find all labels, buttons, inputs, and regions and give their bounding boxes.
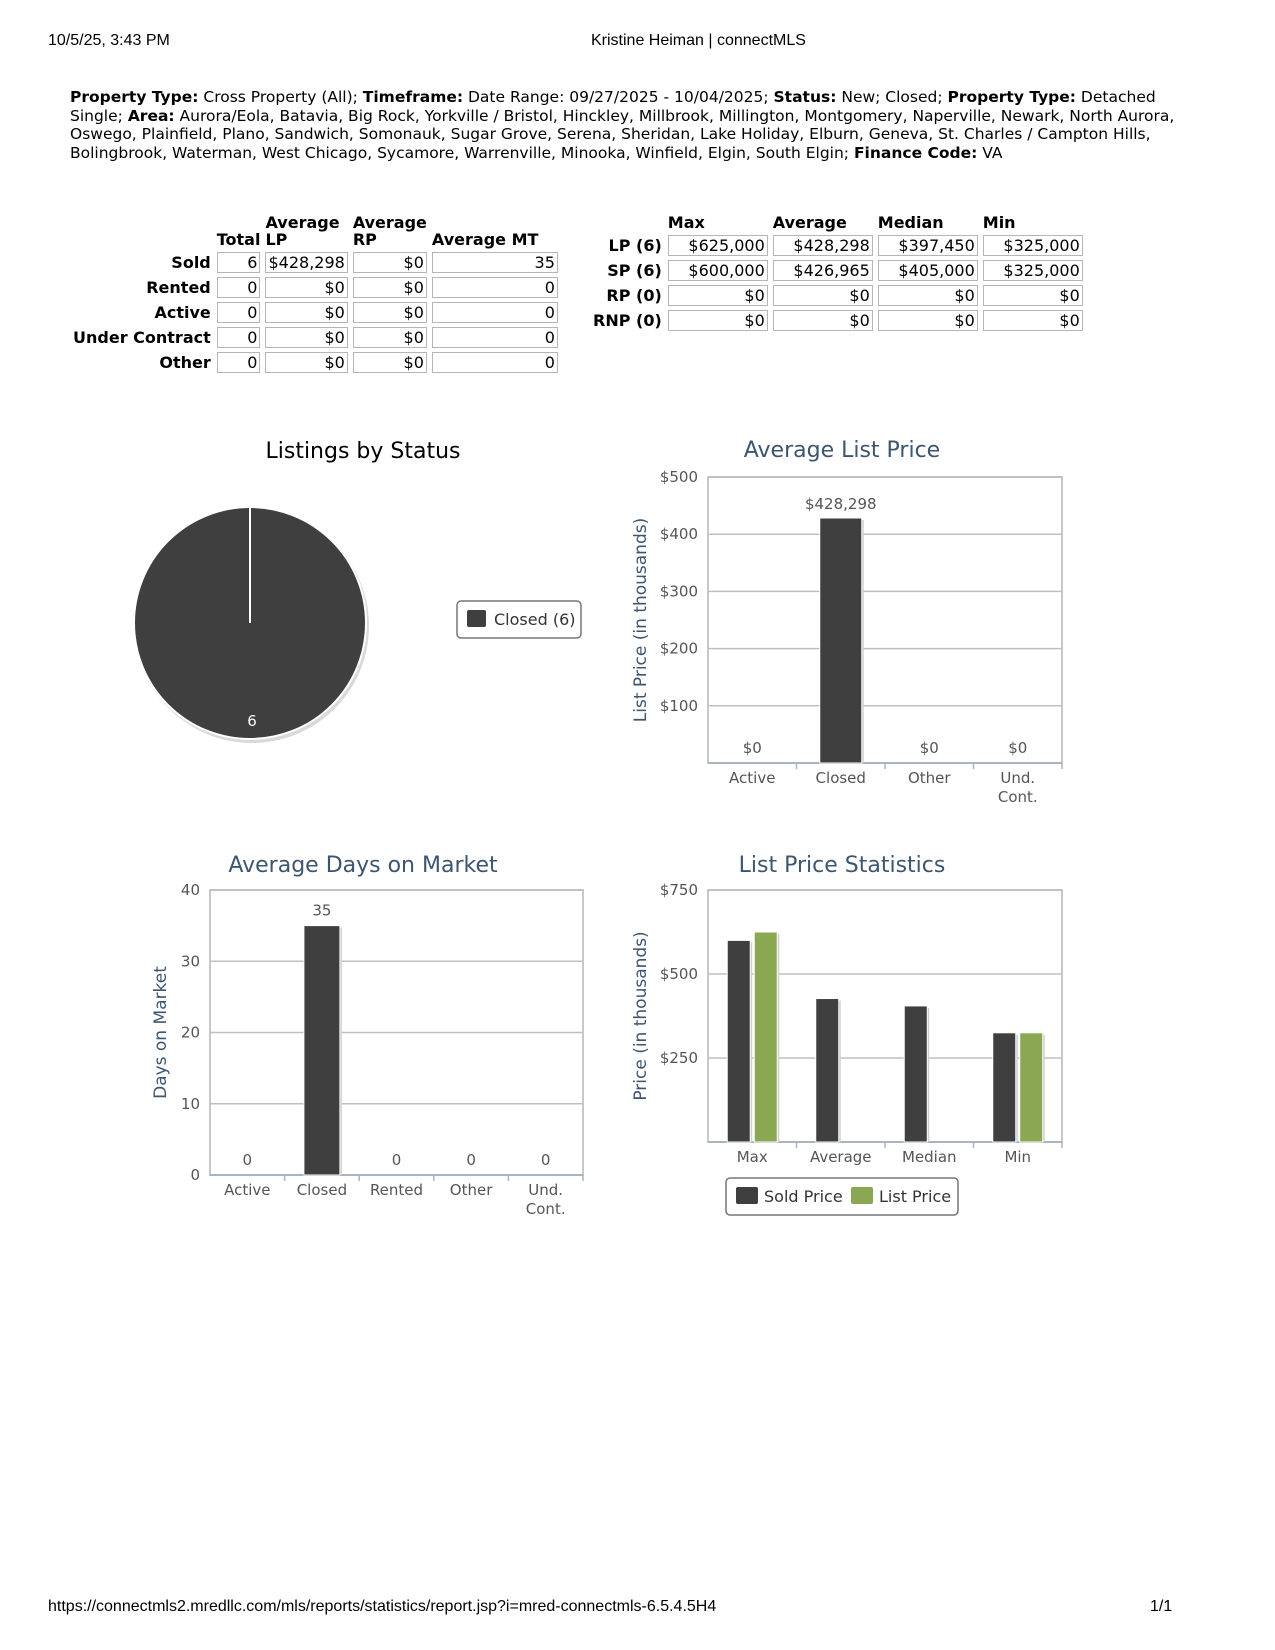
report-criteria — [70, 88, 1210, 162]
criteria-label: Property Type: — [947, 88, 1076, 106]
print-datetime: 10/5/25, 3:43 PM — [48, 32, 170, 49]
table-cell: $0 — [353, 327, 427, 348]
criteria-label: Timeframe: — [362, 88, 464, 106]
data-label: $0 — [742, 739, 762, 757]
table-cell: $0 — [668, 310, 768, 331]
bar-list-price — [1020, 1033, 1043, 1142]
chart-title: Average Days on Market — [228, 853, 498, 878]
stats-header-row — [591, 214, 1083, 231]
table-cell: 0 — [432, 277, 558, 298]
y-tick-label: $300 — [659, 582, 698, 601]
criteria-value: Date Range: 09/27/2025 - 10/04/2025; — [463, 88, 774, 106]
legend-swatch — [851, 1187, 873, 1204]
table-cell: 0 — [217, 277, 261, 298]
bar-sold-price — [727, 940, 750, 1142]
table-cell: 35 — [432, 252, 558, 273]
stats-header: Min — [982, 213, 1016, 232]
chart-title: Average List Price — [743, 438, 941, 463]
x-tick-label: Rented — [369, 1181, 424, 1199]
table-row — [591, 260, 1083, 281]
x-tick-label: Other — [907, 769, 951, 787]
y-tick-label: $500 — [659, 965, 698, 983]
table-row — [591, 235, 1083, 256]
pie-data-label: 6 — [247, 712, 257, 730]
bar — [820, 518, 862, 763]
row-label: Other — [159, 353, 211, 372]
y-tick-label: 40 — [180, 881, 200, 899]
table-row — [71, 327, 558, 348]
data-label: 0 — [391, 1151, 402, 1169]
table-row — [71, 352, 558, 373]
row-label: RP (0) — [606, 286, 662, 305]
legend-swatch — [467, 610, 486, 627]
x-tick-label: Average — [809, 1148, 872, 1166]
x-tick-label: Und. Cont. — [997, 769, 1038, 806]
criteria-label: Status: — [773, 88, 837, 106]
table-cell: $0 — [353, 302, 427, 323]
x-tick-label: Min — [1004, 1148, 1032, 1166]
y-tick-label: 0 — [190, 1166, 200, 1184]
criteria-label: Area: — [127, 106, 175, 125]
y-tick-label: 30 — [180, 952, 200, 971]
table-cell: $0 — [265, 302, 347, 323]
summary-header: Total — [216, 230, 261, 249]
x-tick-label: Closed — [815, 769, 866, 787]
x-tick-label: Active — [224, 1181, 271, 1199]
bar-sold-price — [904, 1006, 927, 1142]
data-label: 0 — [540, 1151, 551, 1169]
stats-header: Median — [877, 213, 944, 232]
x-tick-label: Max — [736, 1148, 768, 1166]
table-cell: $397,450 — [878, 235, 978, 256]
bar-sold-price — [816, 999, 839, 1142]
table-cell: $405,000 — [878, 260, 978, 281]
criteria-value: Aurora/Eola, Batavia, Big Rock, Yorkville / Bristol, Hinckley, Millbrook, Millington, Montgomery, Naperville, Newark, North Aurora, Oswego, Plainfield, Plano, Sandwich, Somonauk, Sugar Grove, Serena, Sheridan, Lake Holiday, Elburn, Geneva, St. Charles / Campton Hills, Bolingbrook, Waterman, West Chicago, Sycamore, Warrenville, Minooka, Winfield, Elgin, South Elgin; — [70, 106, 1175, 162]
x-tick-label: Und. Cont. — [525, 1181, 566, 1218]
table-cell: $428,298 — [265, 252, 347, 273]
data-label: 0 — [242, 1151, 253, 1169]
y-tick-label: $400 — [659, 525, 698, 544]
table-cell: $0 — [353, 352, 427, 373]
data-label: $428,298 — [804, 495, 877, 514]
table-row — [591, 285, 1083, 306]
table-row — [591, 310, 1083, 331]
page-number: 1/1 — [1150, 1598, 1173, 1615]
table-cell: $325,000 — [983, 235, 1083, 256]
summary-header: Average MT — [431, 230, 539, 249]
average-list-price-chart — [630, 430, 1125, 830]
bar-sold-price — [993, 1033, 1016, 1142]
table-cell: $0 — [668, 285, 768, 306]
average-days-on-market-chart — [150, 845, 620, 1245]
x-tick-label: Median — [901, 1148, 957, 1166]
x-tick-label: Active — [729, 769, 776, 787]
data-label: $0 — [1008, 739, 1028, 757]
criteria-label: Finance Code: — [853, 143, 978, 162]
y-axis-label: List Price (in thousands) — [631, 517, 651, 723]
table-cell: 6 — [217, 252, 261, 273]
data-label: 35 — [312, 901, 332, 920]
data-label: $0 — [919, 739, 939, 757]
y-tick-label: $250 — [659, 1049, 698, 1067]
list-price-statistics-chart — [630, 845, 1125, 1245]
table-cell: 0 — [432, 302, 558, 323]
data-label: 0 — [466, 1151, 476, 1169]
legend-label: List Price — [879, 1187, 952, 1206]
table-cell: $600,000 — [668, 260, 768, 281]
table-cell: $0 — [878, 310, 978, 331]
row-label: RNP (0) — [593, 311, 662, 330]
legend-label: Sold Price — [764, 1187, 843, 1206]
row-label: LP (6) — [608, 236, 662, 255]
y-tick-label: $100 — [659, 696, 698, 715]
table-cell: 0 — [217, 327, 261, 348]
row-label: Rented — [146, 278, 211, 297]
y-tick-label: $200 — [659, 639, 698, 658]
stats-header: Average — [772, 213, 847, 232]
page-url: https://connectmls2.mredllc.com/mls/reports/statistics/report.jsp?i=mred-connectmls-6.5.4.5H4 — [48, 1598, 717, 1615]
y-tick-label: 20 — [180, 1023, 200, 1042]
table-cell: $0 — [878, 285, 978, 306]
x-tick-label: Closed — [296, 1181, 348, 1199]
stats-header: Max — [667, 213, 705, 232]
table-cell: $0 — [773, 285, 873, 306]
table-cell: $625,000 — [668, 235, 768, 256]
y-tick-label: 10 — [180, 1094, 200, 1113]
stats-corner — [591, 214, 663, 231]
row-label: Active — [154, 303, 211, 322]
table-cell: $428,298 — [773, 235, 873, 256]
y-axis-label: Days on Market — [151, 966, 171, 1099]
row-label: SP (6) — [607, 261, 662, 280]
criteria-value: Detached Single; — [70, 88, 1156, 125]
row-label: Under Contract — [73, 328, 211, 347]
bar-list-price — [754, 932, 777, 1142]
table-cell: $0 — [265, 327, 347, 348]
row-label: Sold — [171, 253, 211, 272]
chart-legend — [457, 601, 581, 638]
table-row — [71, 252, 558, 273]
summary-table — [66, 210, 563, 377]
summary-header: Average RP — [352, 213, 427, 249]
table-cell: $325,000 — [983, 260, 1083, 281]
listings-by-status-chart — [120, 430, 600, 760]
table-cell: 0 — [217, 352, 261, 373]
legend-swatch — [736, 1187, 758, 1204]
table-cell: $0 — [265, 277, 347, 298]
criteria-label: Property Type: — [70, 88, 199, 106]
criteria-value: Cross Property (All); — [198, 88, 363, 106]
table-cell: 0 — [217, 302, 261, 323]
y-tick-label: $500 — [659, 468, 698, 486]
criteria-value: VA — [977, 143, 1003, 162]
table-cell: $0 — [353, 252, 427, 273]
table-cell: 0 — [432, 352, 558, 373]
x-tick-label: Other — [449, 1181, 493, 1199]
plot-area — [708, 477, 1062, 763]
criteria-value: New; Closed; — [836, 88, 948, 106]
chart-title: List Price Statistics — [738, 853, 946, 878]
table-row — [71, 302, 558, 323]
table-cell: $0 — [983, 310, 1083, 331]
stats-table — [586, 210, 1088, 335]
legend-label: Closed (6) — [494, 610, 576, 629]
print-title: Kristine Heiman | connectMLS — [591, 32, 806, 49]
summary-header: Average LP — [265, 213, 340, 249]
table-cell: $0 — [353, 277, 427, 298]
table-cell: $426,965 — [773, 260, 873, 281]
summary-header-row — [71, 214, 558, 248]
summary-corner — [71, 214, 212, 248]
table-row — [71, 277, 558, 298]
y-axis-label: Price (in thousands) — [631, 931, 651, 1101]
chart-legend — [726, 1178, 958, 1215]
table-cell: $0 — [265, 352, 347, 373]
chart-title: Listings by Status — [265, 439, 461, 464]
y-tick-label: $750 — [659, 881, 698, 899]
table-cell: $0 — [773, 310, 873, 331]
bar — [304, 926, 340, 1175]
table-cell: 0 — [432, 327, 558, 348]
table-cell: $0 — [983, 285, 1083, 306]
